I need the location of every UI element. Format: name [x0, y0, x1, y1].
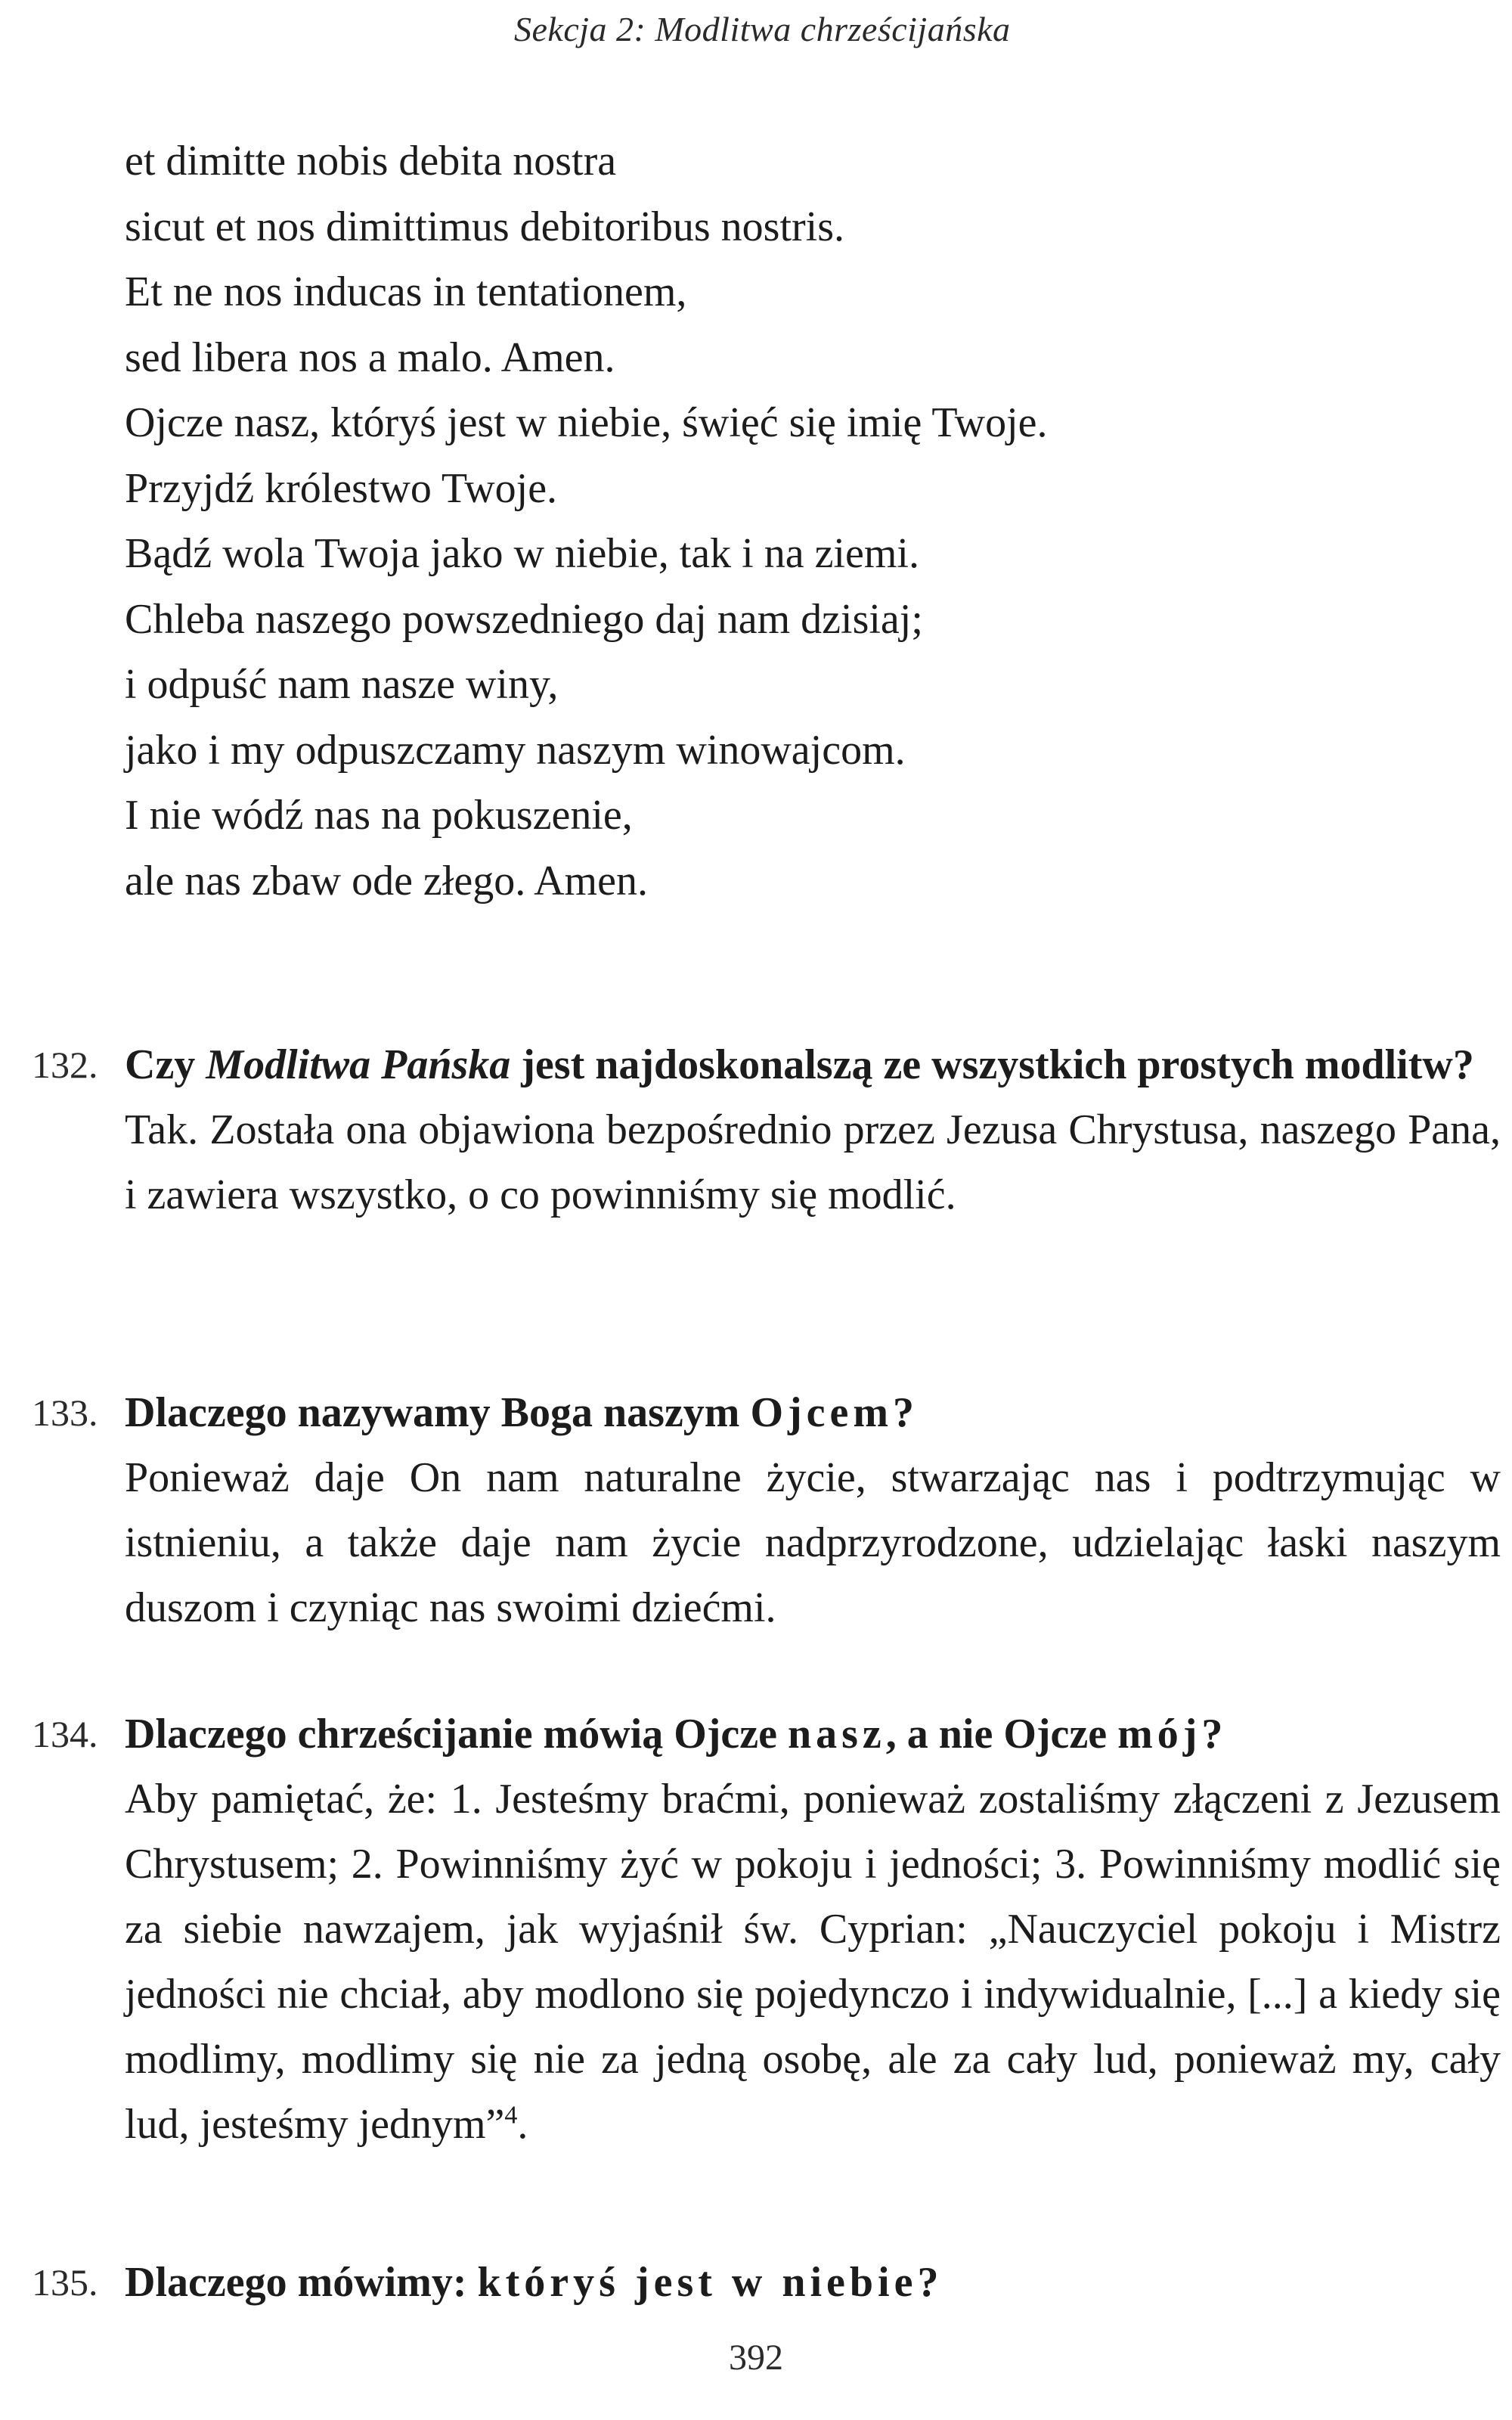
running-header: Sekcja 2: Modlitwa chrześcijańska — [514, 10, 1011, 48]
question-heading — [125, 1032, 1501, 1097]
prayer-line: jako i my odpuszczamy naszym winowajcom. — [125, 726, 906, 774]
question-italic-title: Modlitwa Pańska — [206, 1041, 511, 1088]
question-number: 133. — [32, 1392, 98, 1434]
question-text-part: Czy — [125, 1041, 196, 1088]
question-135 — [32, 2250, 1504, 2315]
answer-body: Aby pamiętać, że: 1. Jesteśmy braćmi, ponieważ zostaliśmy złączeni z Jezusem Chrystusem; 2. Powinniśmy żyć w pokoju i jedności; 3. Powinniśmy modlić się za siebie nawzajem, jak wyjaśnił św. Cyprian: „Nauczyciel pokoju i Mistrz jedności nie chciał, aby modlono się pojedynczo i indywidualnie, [...] a kiedy się modlimy, modlimy się nie za jedną osobę, ale za cały lud, ponieważ my, cały lud, jesteśmy jednym” — [125, 1776, 1501, 2148]
prayer-line: Przyjdź królestwo Twoje. — [125, 464, 558, 512]
question-number: 135. — [32, 2261, 98, 2304]
question-text-part: Dlaczego nazywamy Boga naszym — [125, 1389, 740, 1436]
question-133 — [32, 1380, 1504, 1640]
answer-text: Tak. Została ona objawiona bezpośrednio przez Jezusa Chrystusa, naszego Pana, i zawiera wszystko, o co powinniśmy się modlić. — [125, 1106, 1501, 1218]
prayer-line: i odpuść nam nasze winy, — [125, 661, 559, 708]
question-text-part: ? — [893, 1389, 915, 1436]
prayer-line: et dimitte nobis debita nostra — [125, 138, 617, 185]
answer-text: Ponieważ daje On nam naturalne życie, stwarzając nas i podtrzymując w istnieniu, a także daje nam życie nadprzyrodzone, udzielając łaski naszym duszom i czyniąc nas swoimi dziećmi. — [125, 1454, 1501, 1631]
question-number: 134. — [32, 1713, 98, 1755]
question-text-part: ? — [1201, 1711, 1223, 1758]
question-text-part: , a nie Ojcze — [885, 1711, 1108, 1758]
prayer-line: Ojcze nasz, któryś jest w niebie, święć się imię Twoje. — [125, 399, 1048, 446]
question-emphasis: mój — [1117, 1711, 1202, 1758]
question-text-part: jest najdoskonalszą ze wszystkich prostych modlitw? — [521, 1041, 1474, 1088]
question-heading — [125, 1702, 1501, 1767]
prayer-line: sicut et nos dimittimus debitoribus nostris. — [125, 203, 844, 250]
prayer-line: ale nas zbaw ode złego. Amen. — [125, 857, 648, 904]
question-132 — [32, 1032, 1504, 1227]
question-number: 132. — [32, 1044, 98, 1086]
prayer-line: Chleba naszego powszedniego daj nam dzisiaj; — [125, 595, 923, 643]
question-text-part: ? — [917, 2259, 939, 2306]
question-134 — [32, 1702, 1504, 2157]
footnote-reference[interactable]: 4 — [504, 2101, 518, 2130]
question-text-part: Dlaczego chrześcijanie mówią Ojcze — [125, 1711, 777, 1758]
question-heading — [125, 1380, 1501, 1445]
question-heading — [125, 2250, 1501, 2315]
page-number: 392 — [729, 2338, 783, 2378]
question-emphasis: nasz — [787, 1711, 886, 1758]
answer-text — [125, 1767, 1501, 2157]
prayer-line: Bądź wola Twoja jako w niebie, tak i na ziemi. — [125, 530, 919, 577]
question-emphasis: Ojcem — [750, 1389, 894, 1436]
question-text-part: Dlaczego mówimy: — [125, 2259, 467, 2306]
prayer-line: I nie wódź nas na pokuszenie, — [125, 792, 633, 839]
question-emphasis: któryś jest w niebie — [477, 2259, 918, 2306]
prayer-text — [125, 129, 1478, 914]
answer-end: . — [517, 2101, 528, 2148]
prayer-line: sed libera nos a malo. Amen. — [125, 334, 615, 381]
prayer-line: Et ne nos inducas in tentationem, — [125, 268, 687, 315]
